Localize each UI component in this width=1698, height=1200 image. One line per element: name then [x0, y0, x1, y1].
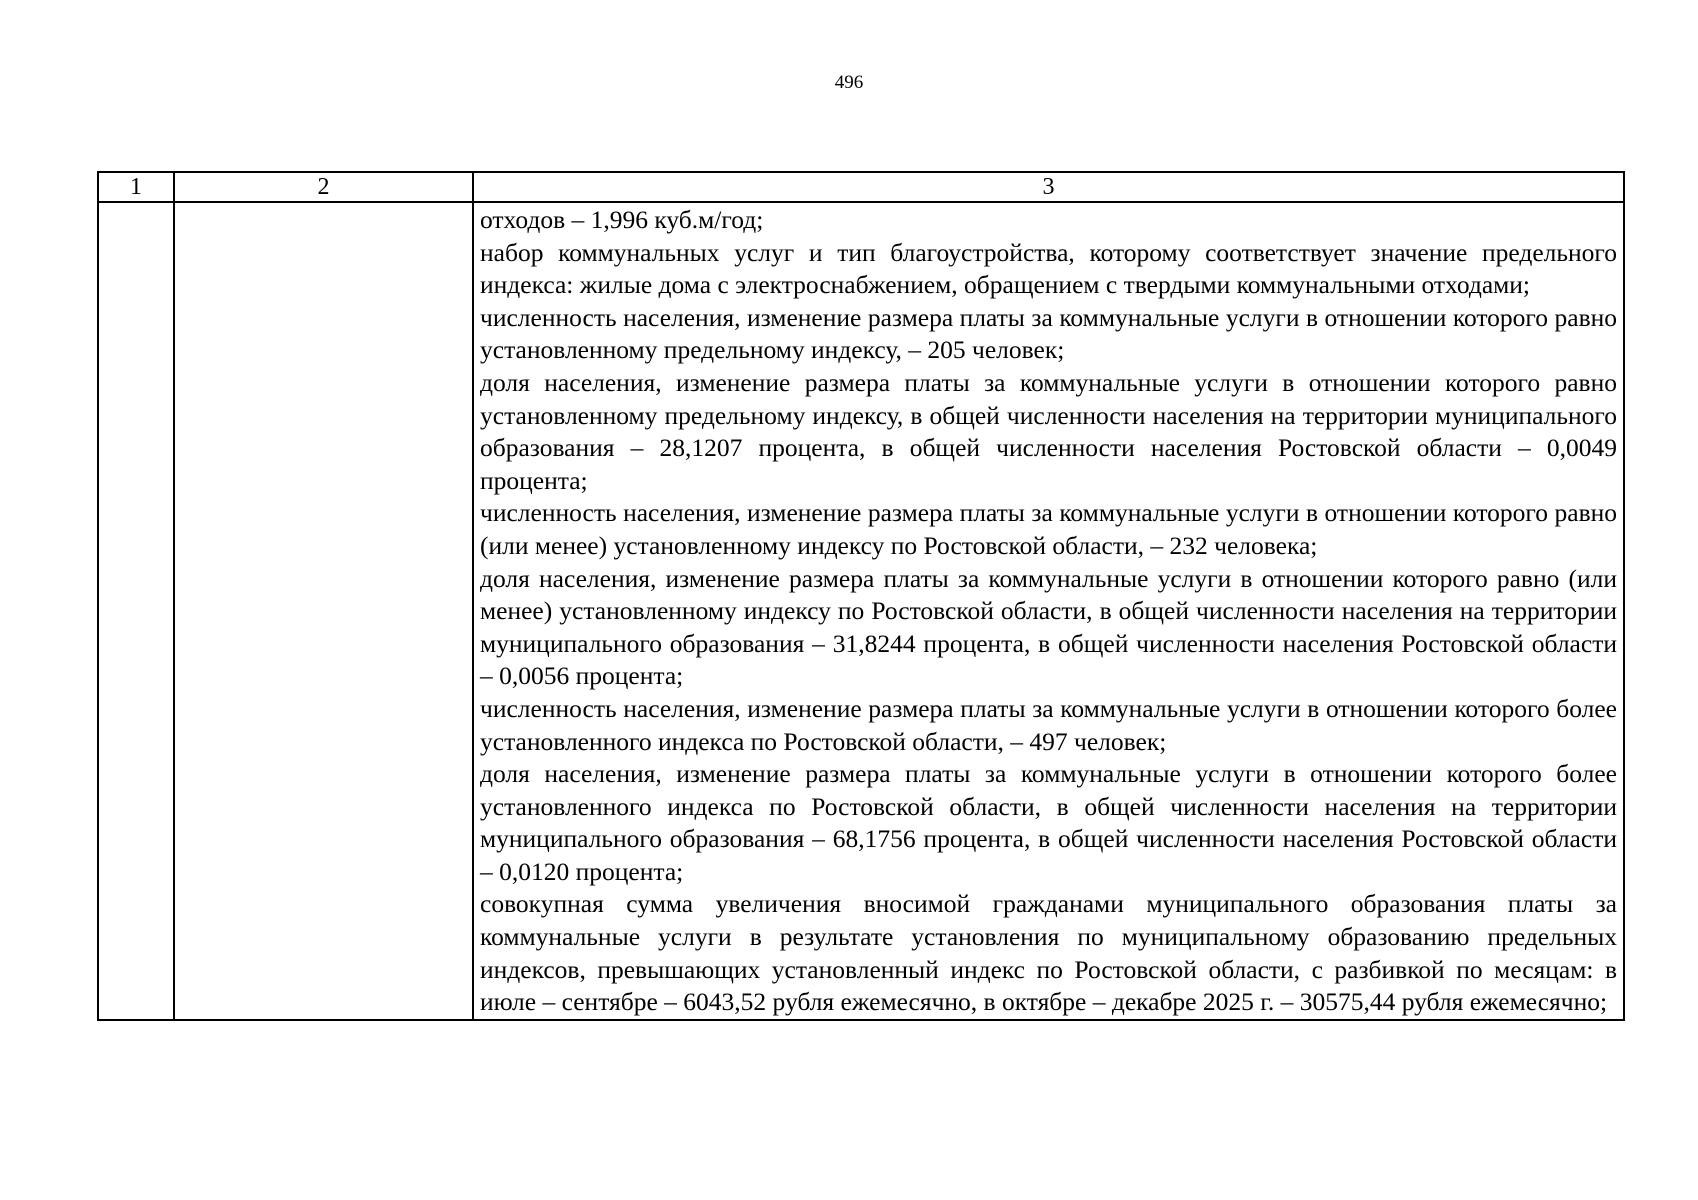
paragraph-total-increase: совокупная сумма увеличения вносимой гражданами муниципального образования платы за коммунальные услуги в результате установления по муниципальному образованию предельных индексов, превышающих установленный индекс по Ростовской области, с разбивкой по месяцам: в июле – сентябре – 6043,52 рубля ежемесячно, в октябре – декабре 2025 г. – 30575,44 рубля ежемесячно; — [480, 889, 1617, 1017]
paragraph-population-more: численность населения, изменение размера платы за коммунальные услуги в отношении которого более установленного индекса по Ростовской области, – 497 человек; — [480, 693, 1617, 756]
column-header-1: 1 — [98, 172, 174, 202]
paragraph-population-equal-or-less: численность населения, изменение размера платы за коммунальные услуги в отношении которого равно (или менее) установленному индексу по Ростовской области, – 232 человека; — [480, 498, 1617, 560]
paragraph-share-equal-limit: доля населения, изменение размера платы за коммунальные услуги в отношении которого равно установленному предельному индексу, в общей численности населения на территории муниципального образования – 28,1207 процента, в общей численности населения Ростовской области – 0,0049 процента; — [480, 367, 1617, 495]
document-table — [97, 171, 1625, 1021]
cell-col-3 — [473, 202, 1624, 1020]
column-header-2: 2 — [174, 172, 473, 202]
paragraph-utility-set: набор коммунальных услуг и тип благоустройства, которому соответствует значение предельного индекса: жилые дома с электроснабжением, обращением с твердыми коммунальными отходами; — [480, 237, 1617, 300]
table-row — [98, 202, 1624, 1020]
table-header-row — [98, 172, 1624, 202]
paragraph-population-equal-limit: численность населения, изменение размера платы за коммунальные услуги в отношении которого равно установленному предельному индексу, – 205 человек; — [480, 302, 1617, 365]
paragraph-waste-volume: отходов – 1,996 куб.м/год; — [480, 205, 764, 234]
page-number: 496 — [834, 72, 864, 93]
column-header-3: 3 — [473, 172, 1624, 202]
paragraph-share-more: доля населения, изменение размера платы за коммунальные услуги в отношении которого более установленного индекса по Ростовской области, в общей численности населения на территории муниципального образования – 68,1756 процента, в общей численности населения Ростовской области – 0,0120 процента; — [480, 759, 1617, 886]
cell-col-2 — [174, 202, 473, 1020]
paragraph-share-equal-or-less: доля населения, изменение размера платы за коммунальные услуги в отношении которого равно (или менее) установленному индексу по Ростовской области, в общей численности населения на территории муниципального образования – 31,8244 процента, в общей численности населения Ростовской области – 0,0056 процента; — [480, 563, 1617, 691]
cell-col-1 — [98, 202, 174, 1020]
